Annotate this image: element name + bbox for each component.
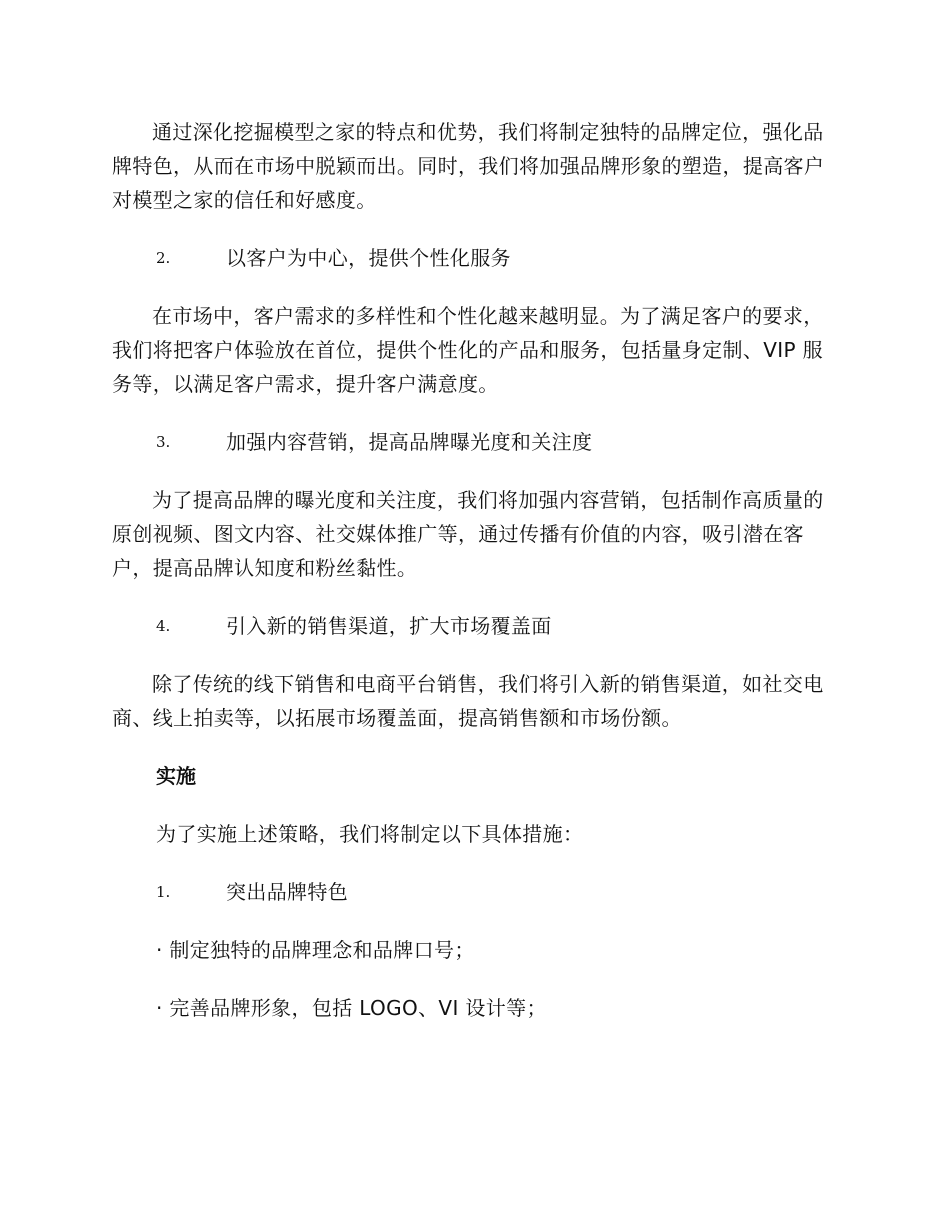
list-text: 以客户为中心，提供个性化服务 bbox=[226, 246, 511, 270]
list-number: 3. bbox=[156, 433, 171, 451]
section-heading-implementation: 实施 bbox=[156, 764, 196, 788]
implementation-item-1 bbox=[112, 875, 832, 909]
paragraph-brand-positioning: 通过深化挖掘模型之家的特点和优势，我们将制定独特的品牌定位，强化品牌特色，从而在市场中脱颖而出。同时，我们将加强品牌形象的塑造，提高客户对模型之家的信任和好感度。 bbox=[112, 120, 825, 212]
list-text: 突出品牌特色 bbox=[226, 880, 349, 904]
bullet-item-brand-concept: · 制定独特的品牌理念和品牌口号； bbox=[156, 938, 475, 962]
list-text: 加强内容营销，提高品牌曝光度和关注度 bbox=[226, 430, 593, 454]
paragraph-customer-centric: 在市场中，客户需求的多样性和个性化越来越明显。为了满足客户的要求，我们将把客户体验放在首位，提供个性化的产品和服务，包括量身定制、VIP 服务等，以满足客户需求，提升客户满意度。 bbox=[112, 304, 824, 396]
list-text: 引入新的销售渠道，扩大市场覆盖面 bbox=[226, 614, 552, 638]
document-page bbox=[112, 115, 832, 1049]
strategy-item-3 bbox=[112, 425, 832, 459]
list-number: 4. bbox=[156, 617, 171, 635]
list-number: 1. bbox=[156, 883, 171, 901]
bullet-item-brand-image: · 完善品牌形象，包括 LOGO、VI 设计等； bbox=[156, 996, 547, 1020]
implementation-intro: 为了实施上述策略，我们将制定以下具体措施： bbox=[156, 822, 584, 846]
strategy-item-4 bbox=[112, 609, 832, 643]
strategy-item-2 bbox=[112, 241, 832, 275]
paragraph-content-marketing: 为了提高品牌的曝光度和关注度，我们将加强内容营销，包括制作高质量的原创视频、图文内容、社交媒体推广等，通过传播有价值的内容，吸引潜在客户，提高品牌认知度和粉丝黏性。 bbox=[112, 488, 824, 580]
paragraph-sales-channels: 除了传统的线下销售和电商平台销售，我们将引入新的销售渠道，如社交电商、线上拍卖等，以拓展市场覆盖面，提高销售额和市场份额。 bbox=[112, 672, 824, 730]
list-number: 2. bbox=[156, 249, 171, 267]
